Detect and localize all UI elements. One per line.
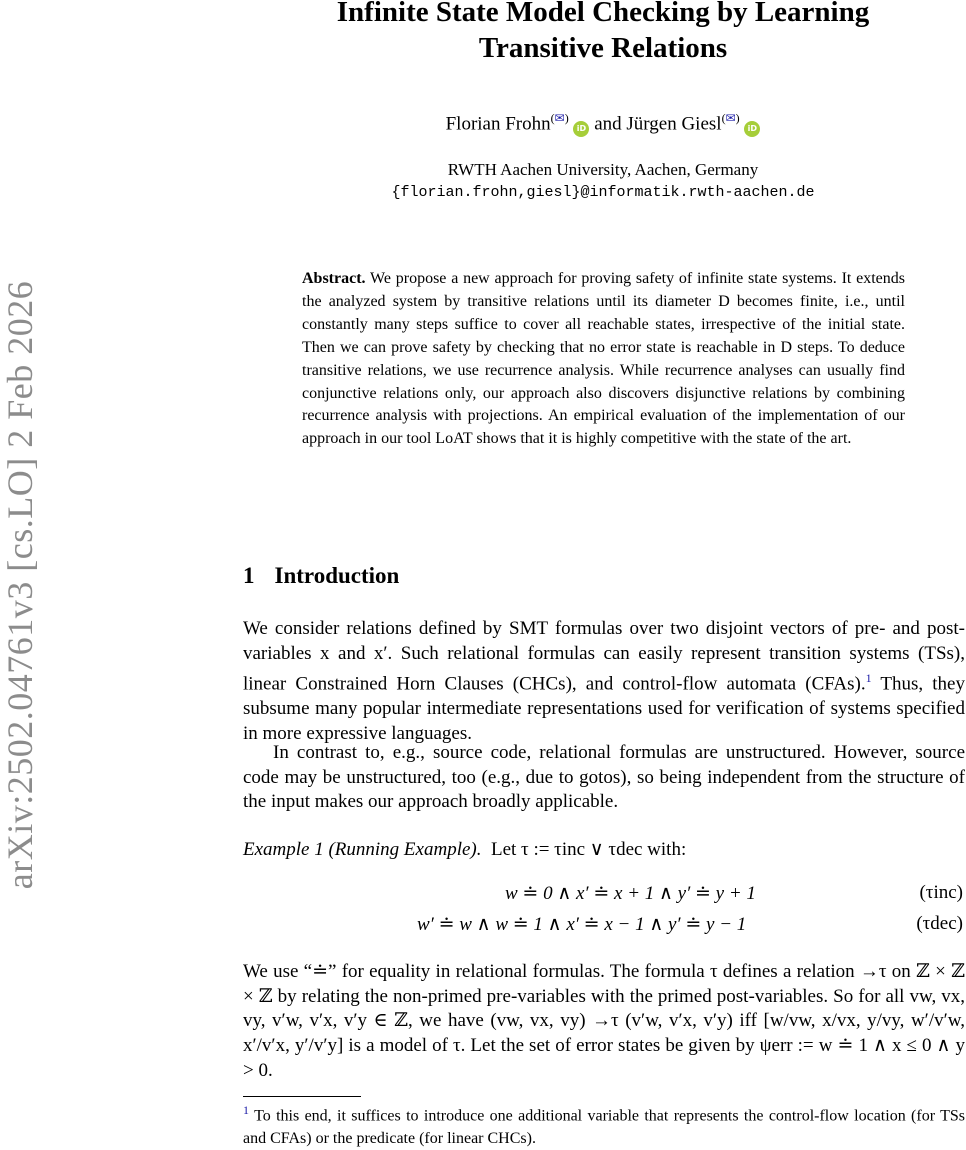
orcid-icon[interactable]: iD xyxy=(573,121,589,137)
footnote-text: To this end, it suffices to introduce one additional variable that represents the control-flow location (for TSs and CFAs) or the predicate (for linear CHCs). xyxy=(243,1107,966,1148)
title-line-2: Transitive Relations xyxy=(478,32,728,64)
author-email: {florian.frohn,giesl}@informatik.rwth-aachen.de xyxy=(391,184,815,201)
example-text: Let τ := τinc ∨ τdec with: xyxy=(490,839,687,860)
paragraph-1 xyxy=(243,617,965,747)
title-line-1: Infinite State Model Checking by Learning xyxy=(336,0,870,28)
equation-1-tag: (τinc) xyxy=(919,882,963,903)
section-title: Introduction xyxy=(274,563,400,588)
arxiv-stamp xyxy=(0,235,40,935)
arxiv-id: arXiv:2502.04761v3 [cs.LO] 2 Feb 2026 xyxy=(0,280,41,890)
abstract-text: We propose a new approach for proving safety of infinite state systems. It extends the analyzed system by transitive relations until its diameter D becomes finite, i.e., until constantly many steps suffice to cover all reachable states, irrespective of the initial state. Then we can prove safety by checking that no error state is reachable in D steps. To deduce transitive relations, we use recurrence analysis. While recurrence analyses can usually find conjunctive relations only, our approach also discovers disjunctive relations by combining recurrence analysis with projections. An empirical evaluation of the implementation of our approach in our tool LoAT shows that it is highly competitive with the state of the art. xyxy=(302,270,905,448)
equation-2: w′ ≐ w ∧ w ≐ 1 ∧ x′ ≐ x − 1 ∧ y′ ≐ y − 1 xyxy=(417,914,747,935)
affiliation-block xyxy=(243,158,963,204)
affiliation: RWTH Aachen University, Aachen, Germany xyxy=(447,160,759,179)
abstract-heading: Abstract. xyxy=(302,270,366,287)
orcid-icon[interactable]: iD xyxy=(744,121,760,137)
envelope-icon: ✉ xyxy=(725,111,736,125)
envelope-icon: ✉ xyxy=(554,111,565,125)
footnote-mark: 1 xyxy=(243,1103,249,1117)
footnote xyxy=(243,1099,965,1150)
section-heading xyxy=(243,563,399,589)
paper-title xyxy=(243,0,963,66)
paragraph-1-text: We consider relations defined by SMT formulas over two disjoint vectors of pre- and post-variables x and x′. Such relational formulas can easily represent transition systems (TSs), linear Constrained Horn Clauses (CHCs), and control-flow automata (CFAs). xyxy=(243,618,965,695)
author-2: Jürgen Giesl xyxy=(626,113,722,135)
paragraph-3: We use “≐” for equality in relational formulas. The formula τ defines a relation →τ on ℤ × ℤ × ℤ by relating the non-primed pre-variables with the primed post-variables. So for all vw, vx, vy, v′w, v′x, v′y ∈ ℤ, we have (vw, vx, vy) →τ (v′w, v′x, v′y) iff [w/vw, x/vx, y/vy, w′/v′w, x′/v′x, y′/v′y] is a model of τ. Let the set of error states be given by ψerr := w ≐ 1 ∧ x ≤ 0 ∧ y > 0. xyxy=(243,961,965,1081)
paragraph-2: In contrast to, e.g., source code, relational formulas are unstructured. However, source code may be unstructured, too (e.g., due to gotos), so being independent from the structure of the input makes our approach broadly applicable. xyxy=(243,742,965,813)
example-label: Example 1 (Running Example). xyxy=(243,839,482,860)
equation-1: w ≐ 0 ∧ x′ ≐ x + 1 ∧ y′ ≐ y + 1 xyxy=(505,883,756,904)
abstract xyxy=(302,268,905,451)
footnote-ref[interactable]: 1 xyxy=(865,671,872,686)
paragraph-1-tail: Thus, they subsume many popular intermediate representations used for verification of systems specified in more expressive languages. xyxy=(243,673,965,745)
section-number: 1 xyxy=(243,563,255,588)
email-link-1[interactable]: (✉) xyxy=(550,111,569,125)
email-link-2[interactable]: (✉) xyxy=(721,111,740,125)
author-1: Florian Frohn xyxy=(445,113,551,135)
author-list xyxy=(243,111,963,137)
footnote-rule xyxy=(243,1096,361,1097)
author-separator: and xyxy=(594,113,622,135)
equation-2-tag: (τdec) xyxy=(916,913,963,934)
example-heading xyxy=(243,838,686,861)
